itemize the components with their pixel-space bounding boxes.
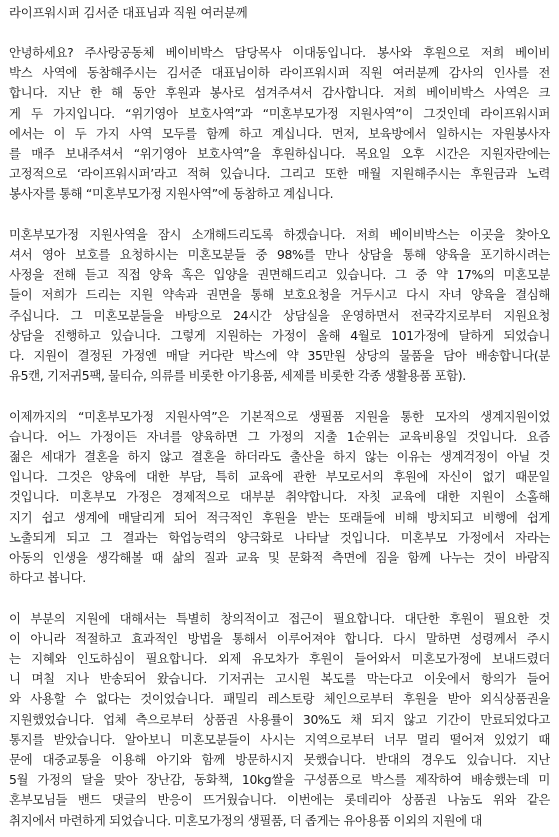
paragraph-line: 유5캔, 기저귀5팩, 물티슈, 의류를 비롯한 아기용품, 세제를 비롯한 각종 생활용품 포함). (9, 368, 466, 384)
paragraph-line: 는 지혜와 인도하심이 필요합니다. 외제 유모차가 후원이 들어와서 미혼모가정에 보내드렸더 (9, 651, 550, 667)
paragraph-line: 합니다. 지난 한 해 동안 후원과 봉사로 섬겨주셔서 감사합니다. 저희 베이비박스 사역은 크 (9, 85, 550, 101)
paragraph-line: 노출되게 되고 그 결과는 학업능력의 양극화로 나타날 것입니다. 미혼부모 가정에서 자라는 (9, 529, 550, 545)
paragraph-line: 들이 저희가 드리는 지원 약속과 권면을 통해 보호요청을 거두시고 다시 자녀 양육을 결심해 (9, 287, 550, 303)
paragraph-line: 고정적으로 ‘라이프워시퍼’라고 적혀 있습니다. 그리고 또한 매월 지원해주시는 후원금과 노력 (9, 166, 550, 182)
paragraph-line: 미혼부모가정 지원사역을 잠시 소개해드리도록 하겠습니다. 저희 베이비박스는 이곳을 찾아오 (9, 226, 550, 242)
paragraph-line: 주십니다. 그 미혼모분들을 바탕으로 24시간 상담실을 운영하면서 전국각지로부터 지원요청 (9, 307, 550, 323)
letter-title: 라이프워시퍼 김서준 대표님과 직원 여러분께 (9, 5, 248, 20)
letter-body (9, 43, 550, 831)
paragraph-line: 통지를 받았습니다. 알아보니 미혼모분들이 사시는 지역으로부터 너무 멀리 떨어져 있었기 때 (9, 731, 550, 747)
paragraph-line: 지원했었습니다. 업체 측으로부터 상품권 사용률이 30%도 채 되지 않고 기간이 만료되었다고 (9, 711, 550, 727)
letter-paragraph (9, 407, 550, 589)
paragraph-line: 문에 대중교통을 이용해 아기와 함께 방문하시지 못했습니다. 반대의 경우도 있습니다. 지난 (9, 752, 550, 768)
letter-paragraph (9, 43, 550, 205)
paragraph-line: 니 며칠 지나 반송되어 왔습니다. 기저귀는 고시원 복도를 막는다고 이웃에서 항의가 들어 (9, 671, 550, 687)
paragraph-line: 봉사자를 통해 “미혼부모가정 지원사역”에 동참하고 계십니다. (9, 186, 334, 202)
paragraph-line: 아동의 인생을 생각해볼 때 삶의 질과 교육 및 문화적 측면에 짐을 함께 나누는 것이 바람직 (9, 550, 550, 566)
paragraph-line: 셔서 영아 보호를 요청하시는 미혼모분들 중 98%를 만나 상담을 통해 양육을 포기하시려는 (9, 247, 550, 263)
paragraph-line: 혼부모님들 밴드 댓글의 반응이 뜨거웠습니다. 이번에는 롯데리아 상품권 나눔도 위와 같은 (9, 792, 550, 808)
paragraph-line: 안녕하세요? 주사랑공동체 베이비박스 담당목사 이대동입니다. 봉사와 후원으로 저희 베이비 (9, 45, 550, 60)
paragraph-line: 이제까지의 “미혼부모가정 지원사역”은 기본적으로 생필품 지원을 통한 모자의 생계지원이었 (9, 408, 550, 424)
paragraph-line: 와 사용할 수 없다는 것이었습니다. 패밀리 레스토랑 체인으로부터 후원을 받아 외식상품권을 (9, 691, 550, 707)
letter-paragraph (9, 609, 550, 831)
letter-paragraph (9, 225, 550, 387)
paragraph-line: 5월 가정의 달을 맞아 장난감, 동화책, 10kg쌀을 구성품으로 박스를 제작하여 배송했는데 미 (9, 772, 550, 788)
paragraph-line: 것입니다. 미혼부모 가정은 경제적으로 대부분 취약합니다. 자칫 교육에 대한 지원이 소홀해 (9, 489, 550, 505)
paragraph-line: 게 두 가지입니다. “위기영아 보호사역”과 “미혼부모가정 지원사역”이 그것인데 라이프워시퍼 (9, 105, 550, 121)
paragraph-line: 를 매주 보내주셔서 “위기영아 보호사역”을 후원하십니다. 목요일 오후 시간은 지원자란에는 (9, 146, 550, 162)
paragraph-line: 이 아니라 적절하고 효과적인 방법을 통해서 이루어져야 합니다. 다시 말하면 성령께서 주시 (9, 630, 550, 646)
paragraph-line: 취지에서 마련하게 되었습니다. 미혼모가정의 생필품, 더 좁게는 유아용품 이외의 지원에 대 (9, 812, 482, 828)
paragraph-line: 박스 사역에 동참해주시는 김서준 대표님이하 라이프워시퍼 직원 여러분께 감사의 인사를 전 (9, 65, 550, 81)
paragraph-line: 젊은 세대가 결혼을 하지 않고 결혼을 하더라도 출산을 하지 않는 이유는 생계걱정이 아닐 것 (9, 449, 550, 465)
paragraph-line: 상담을 진행하고 있습니다. 그렇게 지원하는 가정이 올해 4월로 101가정에 달하게 되었습니 (9, 327, 550, 343)
paragraph-line: 지기 쉽고 생계에 매달리게 되어 적극적인 후원을 받는 또래들에 비해 방치되고 비행에 쉽게 (9, 509, 550, 525)
paragraph-line: 하다고 봅니다. (9, 570, 86, 586)
paragraph-line: 이 부분의 지원에 대해서는 특별히 창의적이고 접근이 필요합니다. 대단한 후원이 필요한 것 (9, 610, 550, 626)
paragraph-line: 사정을 전해 듣고 직접 양육 혹은 입양을 권면해드리고 있습니다. 그 중 약 17%의 미혼모분 (9, 267, 550, 283)
paragraph-line: 에서는 이 두 가지 사역 모두를 함께 하고 계십니다. 먼저, 보육방에서 일하시는 자원봉사자 (9, 125, 550, 141)
paragraph-line: 다. 지원이 결정된 가정엔 매달 커다란 박스에 약 35만원 상당의 물품을 담아 배송합니다(분 (9, 348, 550, 364)
paragraph-line: 습니다. 어느 가정이든 자녀를 양육하면 그 가정의 지출 1순위는 교육비용일 것입니다. 요즘 (9, 428, 550, 444)
paragraph-line: 입니다. 그것은 양육에 대한 부담, 특히 교육에 관한 부모로서의 후원에 자신이 없기 때문일 (9, 469, 550, 485)
